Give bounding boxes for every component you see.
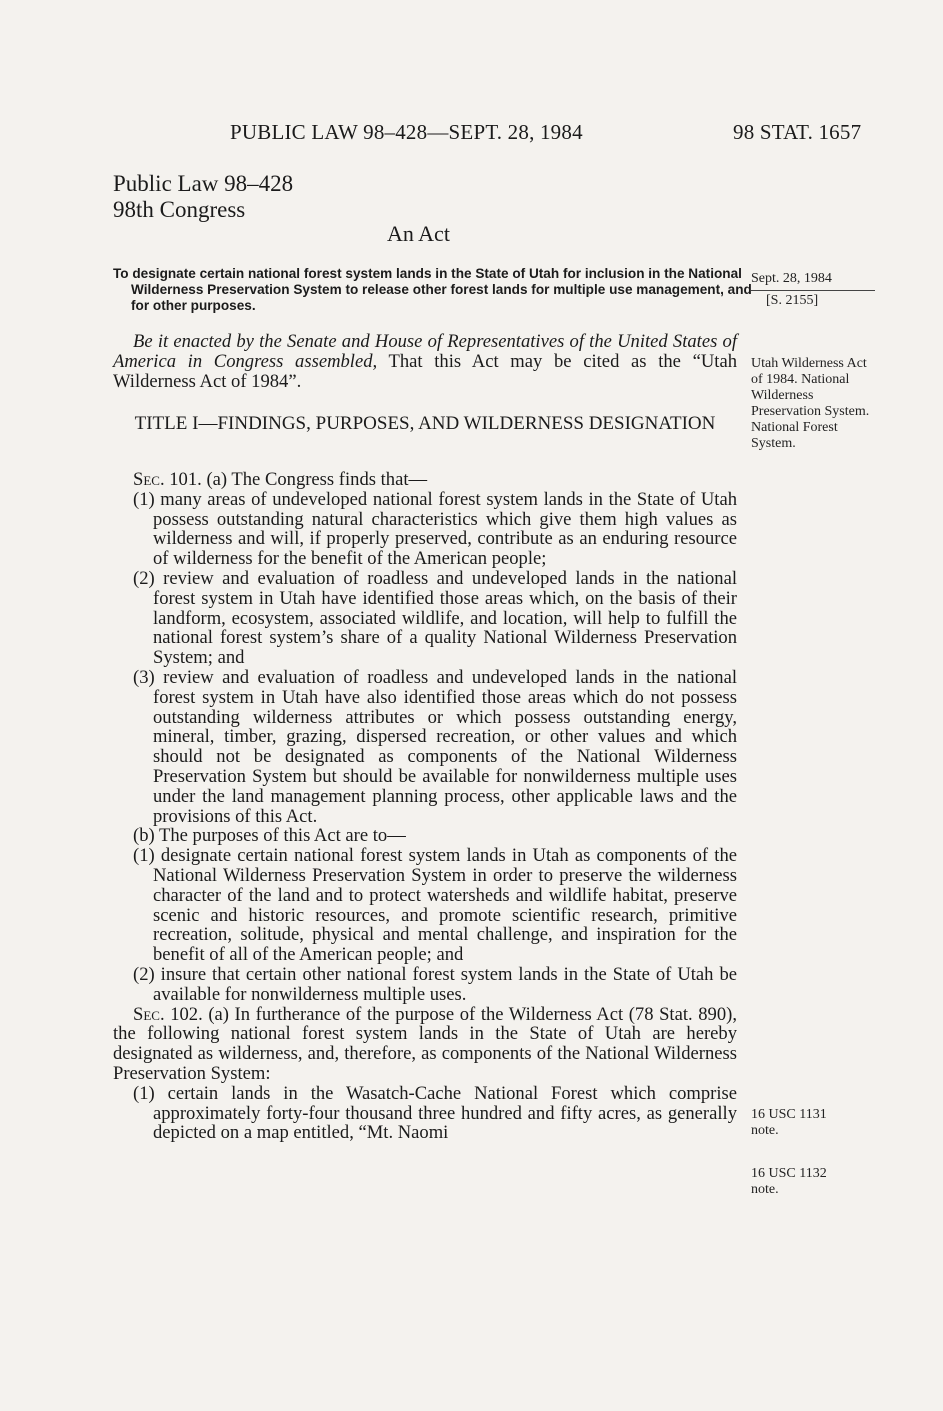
statute-page-number: 98 STAT. 1657: [733, 120, 862, 144]
title-heading: TITLE I—FINDINGS, PURPOSES, AND WILDERNESS DESIGNATION: [134, 413, 716, 434]
sec-101-label: Sec: [133, 469, 160, 490]
enacting-clause: [113, 332, 737, 391]
sec-101-a2: (2) review and evaluation of roadless and undeveloped lands in the national forest system in Utah have identified those areas which, on the basis of their landform, ecosystem, associated wildlife, and location, will help to fulfill the national forest system’s share of a quality National Wilderness Preservation System; and: [133, 567, 737, 669]
sec-102-intro: [113, 1005, 737, 1084]
enacting-clause-italic: Be it enacted by the Senate and House of Representatives of the United States of America in Congress assembled,: [113, 331, 737, 372]
margin-date: Sept. 28, 1984: [751, 271, 875, 291]
sec-101-b2: (2) insure that certain other national forest system lands in the State of Utah be available for nonwilderness multiple uses.: [133, 963, 737, 1005]
sec-101-intro: [113, 470, 737, 490]
congress-number: 98th Congress: [113, 197, 246, 222]
sec-101-a1: (1) many areas of undeveloped national forest system lands in the State of Utah possess outstanding natural characteristics which give them high values as wilderness and will, if properly preserved, contribute as an enduring resource of wilderness for the benefit of the American people;: [133, 488, 737, 570]
sec-102-intro-text: . 102. (a) In furtherance of the purpose of the Wilderness Act (78 Stat. 890), the following national forest system lands in the State of Utah are hereby designated as wilderness, and, therefore, as components of the National Wilderness Preservation System:: [113, 1003, 737, 1084]
public-law-number: Public Law 98–428: [113, 171, 294, 196]
enacting-clause-text: That this Act may be cited as the “Utah Wilderness Act of 1984”.: [113, 350, 737, 392]
running-header: PUBLIC LAW 98–428—SEPT. 28, 1984: [230, 120, 583, 144]
sec-101-a3: (3) review and evaluation of roadless and undeveloped lands in the national forest system in Utah have also identified those areas which do not possess outstanding wilderness attributes or which possess outstanding energy, mineral, timber, grazing, dispersed recreation, or other values and which should not be designated as components of the National Wilderness Preservation System but should be available for nonwilderness multiple uses under the land management planning process, other applicable laws and the provisions of this Act.: [133, 666, 737, 827]
act-heading: An Act: [387, 221, 450, 246]
sec-102-a1: (1) certain lands in the Wasatch-Cache National Forest which comprise approximately forty-four thousand three hundred and fifty acres, as generally depicted on a map entitled, “Mt. Naomi: [133, 1082, 737, 1144]
margin-usc-1131: 16 USC 1131 note.: [751, 1107, 827, 1138]
section-text: [113, 470, 737, 1143]
margin-bill-number: [S. 2155]: [766, 293, 819, 308]
act-purpose: To designate certain national forest system lands in the State of Utah for inclusion in the National Wilderness Preservation System to release other forest lands for multiple use management, and for other purposes.: [113, 266, 752, 313]
sec-101-b-intro: (b) The purposes of this Act are to—: [133, 825, 406, 847]
sec-102-label: Sec: [133, 1003, 160, 1025]
sec-101-b1: (1) designate certain national forest system lands in Utah as components of the National Wilderness Preservation System in order to preserve the wilderness character of the land and to protect watersheds and wildlife habitat, preserve scenic and historic resources, and promote scientific research, primitive recreation, solitude, physical and mental challenge, and inspiration for the benefit of all of the American people; and: [133, 845, 737, 966]
sec-101-intro-text: . 101. (a) The Congress finds that—: [159, 469, 428, 490]
margin-usc-1132: 16 USC 1132 note.: [751, 1166, 827, 1197]
margin-subject-notes: Utah Wilderness Act of 1984. National Wilderness Preservation System. National Forest System.: [751, 356, 870, 451]
